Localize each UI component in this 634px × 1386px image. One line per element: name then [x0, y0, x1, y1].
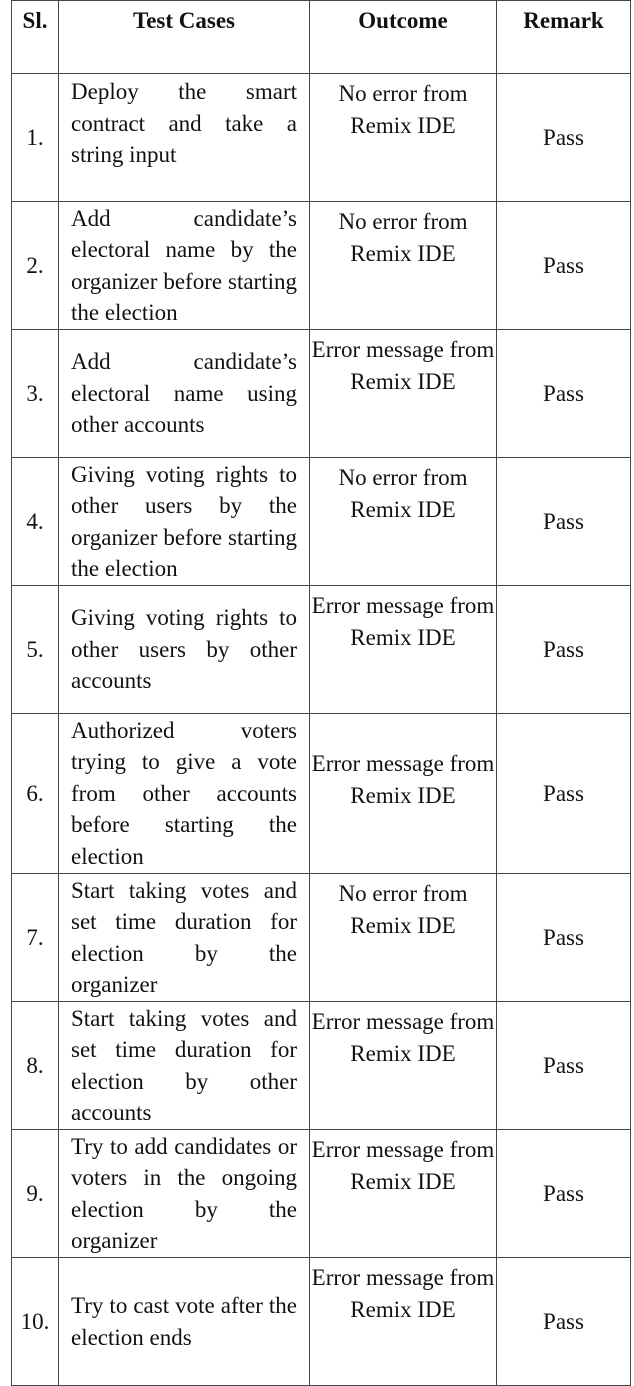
- table-row: [12, 202, 631, 330]
- table-row: [12, 1130, 631, 1258]
- table-row: [12, 330, 631, 458]
- cell-test-case: Start taking votes and set time duration for election by other accounts: [59, 1002, 310, 1130]
- cell-test-case: Add candidate’s electoral name using other accounts: [59, 330, 310, 458]
- cell-outcome: No error from Remix IDE: [310, 874, 497, 1002]
- cell-outcome: Error message from Remix IDE: [310, 1258, 497, 1386]
- cell-remark: Pass: [497, 714, 631, 874]
- cell-outcome: Error message from Remix IDE: [310, 1130, 497, 1258]
- cell-remark: Pass: [497, 1258, 631, 1386]
- cell-remark: Pass: [497, 1002, 631, 1130]
- cell-sl: 3.: [12, 330, 59, 458]
- cell-remark: Pass: [497, 74, 631, 202]
- cell-sl: 4.: [12, 458, 59, 586]
- table-row: [12, 1258, 631, 1386]
- header-remark: Remark: [497, 1, 631, 74]
- table-row: [12, 586, 631, 714]
- header-row: [12, 1, 631, 74]
- header-test-cases: Test Cases: [59, 1, 310, 74]
- cell-sl: 2.: [12, 202, 59, 330]
- cell-sl: 8.: [12, 1002, 59, 1130]
- header-sl: Sl.: [12, 1, 59, 74]
- table-row: [12, 74, 631, 202]
- cell-outcome: No error from Remix IDE: [310, 458, 497, 586]
- cell-outcome: No error from Remix IDE: [310, 74, 497, 202]
- cell-remark: Pass: [497, 330, 631, 458]
- cell-remark: Pass: [497, 202, 631, 330]
- header-outcome: Outcome: [310, 1, 497, 74]
- cell-sl: 10.: [12, 1258, 59, 1386]
- cell-sl: 5.: [12, 586, 59, 714]
- cell-remark: Pass: [497, 586, 631, 714]
- cell-outcome: Error message from Remix IDE: [310, 714, 497, 874]
- cell-test-case: Giving voting rights to other users by other accounts: [59, 586, 310, 714]
- cell-remark: Pass: [497, 874, 631, 1002]
- cell-sl: 9.: [12, 1130, 59, 1258]
- cell-remark: Pass: [497, 1130, 631, 1258]
- table-row: [12, 714, 631, 874]
- table-row: [12, 1002, 631, 1130]
- cell-test-case: Start taking votes and set time duration for election by the organizer: [59, 874, 310, 1002]
- table-row: [12, 458, 631, 586]
- cell-sl: 1.: [12, 74, 59, 202]
- cell-sl: 6.: [12, 714, 59, 874]
- test-cases-table: [11, 0, 631, 1386]
- cell-test-case: Authorized voters trying to give a vote from other accounts before starting the election: [59, 714, 310, 874]
- table-row: [12, 874, 631, 1002]
- cell-test-case: Try to cast vote after the election ends: [59, 1258, 310, 1386]
- cell-remark: Pass: [497, 458, 631, 586]
- cell-test-case: Try to add candidates or voters in the ongoing election by the organizer: [59, 1130, 310, 1258]
- cell-outcome: Error message from Remix IDE: [310, 586, 497, 714]
- cell-outcome: Error message from Remix IDE: [310, 330, 497, 458]
- cell-sl: 7.: [12, 874, 59, 1002]
- cell-outcome: No error from Remix IDE: [310, 202, 497, 330]
- cell-outcome: Error message from Remix IDE: [310, 1002, 497, 1130]
- cell-test-case: Deploy the smart contract and take a string input: [59, 74, 310, 202]
- cell-test-case: Add candidate’s electoral name by the organizer before starting the election: [59, 202, 310, 330]
- cell-test-case: Giving voting rights to other users by the organizer before starting the election: [59, 458, 310, 586]
